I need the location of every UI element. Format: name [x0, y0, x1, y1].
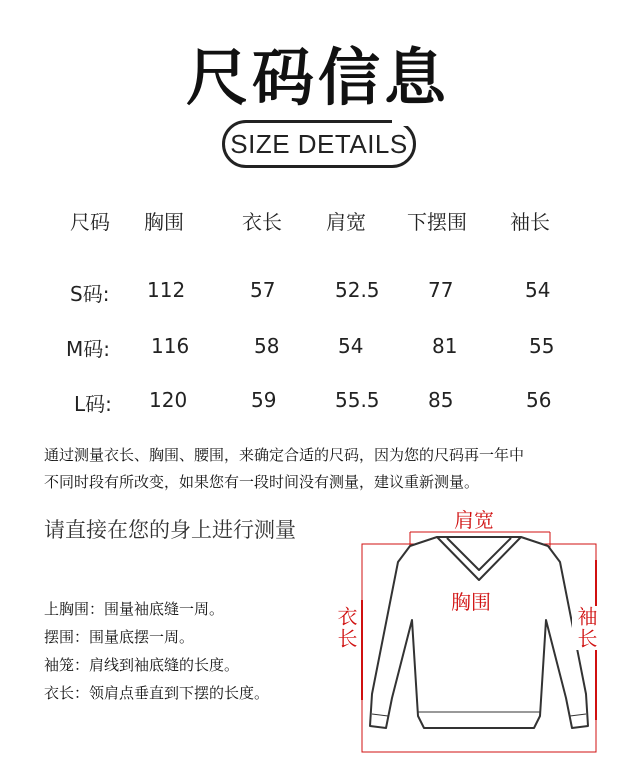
sleeve-label: 袖长 — [572, 606, 601, 650]
chest-value: 112 — [147, 278, 186, 302]
hem-value: 77 — [428, 278, 454, 302]
hem-value: 85 — [428, 388, 454, 412]
subtitle-text: SIZE DETAILS — [230, 129, 408, 159]
col-header-shoulder: 肩宽 — [326, 210, 366, 234]
chest-value: 120 — [149, 388, 188, 412]
length-label: 衣长 — [332, 606, 361, 650]
col-header-hem: 下摆围 — [407, 210, 467, 234]
col-header-size: 尺码 — [70, 210, 110, 234]
note-line-1: 通过测量衣长、胸围、腰围，来确定合适的尺码，因为您的尺码再一年中 — [44, 446, 525, 464]
definition-chest: 上胸围：围量袖底缝一周。 — [44, 600, 225, 618]
definition-length: 衣长：领肩点垂直到下摆的长度。 — [44, 684, 270, 702]
size-label: S码: — [70, 282, 110, 306]
page-title: 尺码信息 — [185, 41, 450, 114]
size-label: L码: — [74, 392, 112, 416]
hem-value: 81 — [432, 334, 458, 358]
shoulder-value: 52.5 — [335, 278, 380, 302]
note-line-2: 不同时段有所改变，如果您有一段时间没有测量，建议重新测量。 — [44, 473, 480, 491]
shoulder-value: 54 — [338, 334, 364, 358]
size-label: M码: — [66, 337, 110, 361]
shoulder-value: 55.5 — [335, 388, 380, 412]
sleeve-value: 54 — [525, 278, 551, 302]
length-value: 58 — [254, 334, 280, 358]
definition-hem: 摆围：围量底摆一周。 — [44, 628, 195, 646]
length-value: 59 — [251, 388, 277, 412]
shoulder-label: 肩宽 — [454, 508, 494, 532]
chest-value: 116 — [151, 334, 190, 358]
sweater-body — [370, 537, 588, 728]
col-header-chest: 胸围 — [144, 210, 184, 234]
measure-instruction: 请直接在您的身上进行测量 — [44, 518, 296, 542]
col-header-length: 衣长 — [242, 210, 282, 234]
sleeve-value: 55 — [529, 334, 555, 358]
sleeve-value: 56 — [526, 388, 552, 412]
sweater-outline — [370, 537, 588, 728]
col-header-sleeve: 袖长 — [510, 210, 550, 234]
definition-armhole: 袖笼：肩线到袖底缝的长度。 — [44, 656, 240, 674]
chest-label: 胸围 — [451, 590, 491, 614]
length-value: 57 — [250, 278, 276, 302]
